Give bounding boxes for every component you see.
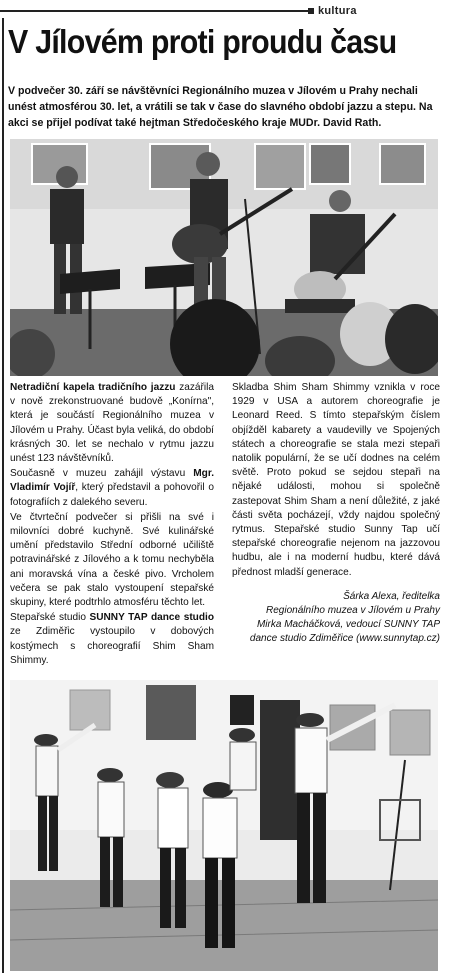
col1-paragraph-2 — [10, 467, 214, 510]
col1-paragraph-3: Ve čtvrteční podvečer si přišli na své i milovníci dobré kuchyně. Své kulinářské umění představilo Střední odborné učiliště potravinářské z Jílového a k tomu nechyběla ani moravská vína a české pivo. Vrcholem večera se pak stalo vystoupení stepařské skupiny, které podtrhlo atmosféru těchto let. — [10, 511, 214, 609]
article-headline: V Jílovém proti proudu času — [8, 23, 397, 60]
section-label: kultura — [318, 5, 357, 17]
col1-p4-start: Stepařské studio — [10, 612, 90, 624]
article-lead: V podvečer 30. září se návštěvníci Regionálního muzea v Jílovém u Prahy nechali unést atmosférou 30. let, a vrátili se tak v čase do slavného období jazzu a stepu. Na akci se přijel podívat také hejtman Středočeského kraje MUDr. David Rath. — [8, 85, 433, 129]
col1-p2-rest: , který představil a pohovořil o fotografiích z dalekého severu. — [10, 482, 214, 508]
col1-p1-bold: Netradiční kapela tradičního jazzu — [10, 382, 176, 393]
square-bullet-icon — [308, 8, 314, 14]
signature-line-4: dance studio Zdiměřice (www.sunnytap.cz) — [249, 632, 440, 644]
left-border-rule — [2, 18, 4, 973]
col1-p2-start: Současně v muzeu zahájil výstavu — [10, 468, 194, 480]
col1-p4-bold: SUNNY TAP dance studio — [89, 612, 214, 624]
col1-p4-rest: ze Zdiměřic vystoupilo v dobových kostýmech s choreografií Shim Sham Shimmy. — [10, 626, 214, 666]
section-tag — [308, 4, 456, 18]
signature-line-2: Regionálního muzea v Jílovém u Prahy — [266, 604, 440, 616]
top-rule — [0, 10, 308, 12]
photo-tap-dancers — [10, 680, 438, 971]
col1-paragraph-1 — [10, 381, 214, 466]
col1-p1-rest: zazářila v nově zrekonstruované budově „Konírna", která je součástí Regionálního muzea v Jílovém u Prahy. Účast byla veliká, do období krásných 30. let se nechalo v rytmu jazzu unést 123 návštěvníků. — [10, 382, 214, 465]
photo-jazz-band — [10, 139, 438, 376]
col2-paragraph-1: Skladba Shim Sham Shimmy vznikla v roce 1929 v USA a autorem choreografie je Leonard Reed. S tímto stepařským číslem objížděl kabarety a vaudevilly ve Spojených státech a choreografie se stala mezi stepaři natolik populární, že se učí dodnes na celém světě. Proto pokud se sejdou stepaři na nějaké události, mohou si společně zastepovat Shim Sham a není důležité, z jaké části světa pocházejí, vždy najdou společný rytmus. Stepařské studio Sunny Tap učí stepařské choreografie nejenom na jazzovou hudbu, ale i na moderní hudbu, které dává přednost mladší generace. — [232, 382, 440, 578]
jazz-band-illustration — [10, 139, 438, 376]
signature-line-1: Šárka Alexa, ředitelka — [343, 590, 440, 602]
col1-paragraph-4 — [10, 611, 214, 668]
col1-p2-bold: Mgr. Vladimír Vojíř — [10, 468, 214, 494]
article-column-1 — [10, 381, 214, 669]
article-signature — [232, 590, 440, 646]
signature-line-3: Mirka Macháčková, vedoucí SUNNY TAP — [256, 618, 440, 630]
tap-dancers-illustration — [10, 680, 438, 971]
article-column-2 — [232, 381, 440, 646]
